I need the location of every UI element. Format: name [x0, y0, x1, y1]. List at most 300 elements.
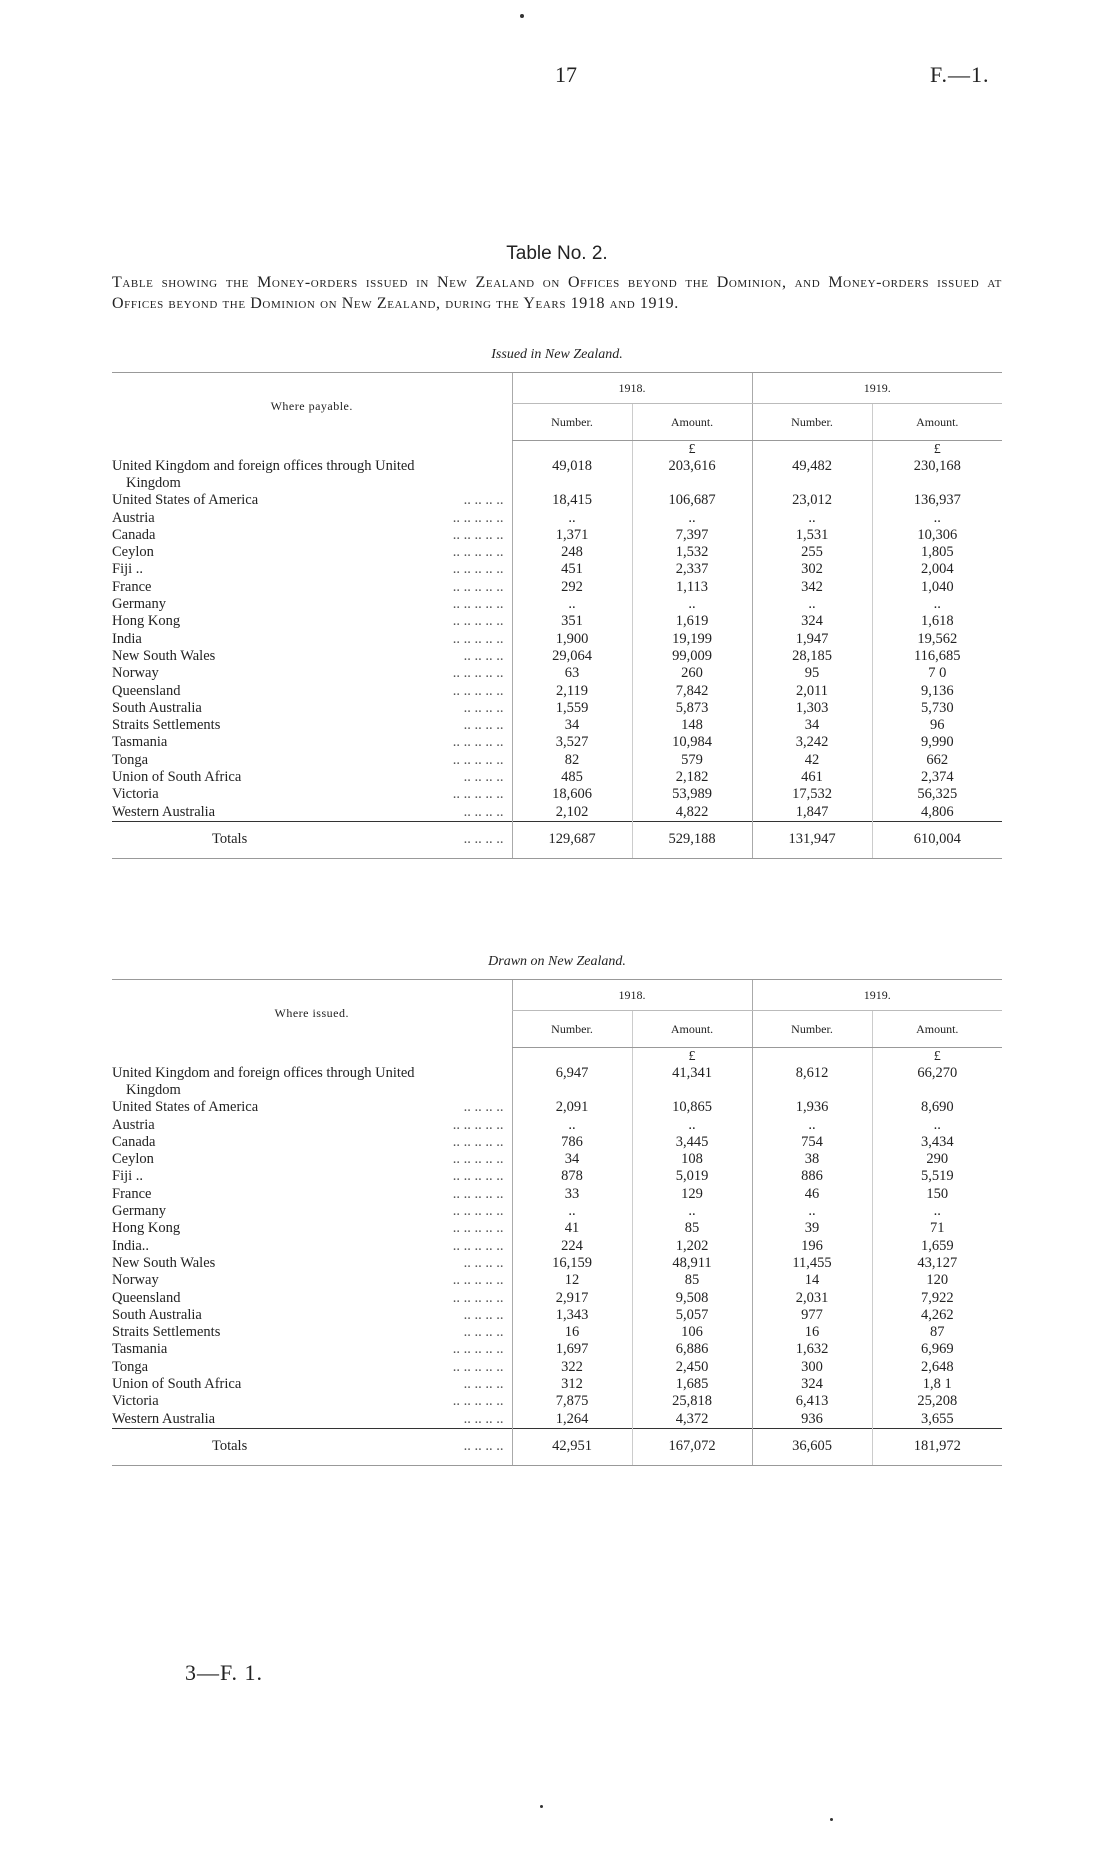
amount-header: Amount.: [632, 1011, 752, 1048]
amount-1918: 4,372: [632, 1411, 752, 1429]
table-row: [112, 1168, 1002, 1185]
row-place: [112, 1307, 512, 1324]
amount-header: Amount.: [872, 404, 1002, 441]
amount-1919: ..: [872, 1203, 1002, 1220]
leader-dots: .. .. .. .. ..: [452, 1220, 504, 1237]
amount-1919: 3,434: [872, 1134, 1002, 1151]
amount-1918: 25,818: [632, 1393, 752, 1410]
leader-dots: .. .. .. .. ..: [452, 596, 504, 613]
page-reference: F.—1.: [930, 62, 990, 87]
place-name: France: [112, 1185, 152, 1202]
number-1919: 28,185: [752, 648, 872, 665]
row-place: [112, 544, 512, 561]
table-row: [112, 786, 1002, 803]
place-name: France: [112, 578, 152, 595]
number-1919: 1,531: [752, 527, 872, 544]
row-place: [112, 631, 512, 648]
number-1919: ..: [752, 1117, 872, 1134]
place-name: Norway: [112, 665, 159, 682]
table-title: Table No. 2.: [506, 243, 608, 264]
amount-1919: 66,270: [872, 1065, 1002, 1099]
amount-1918: 6,886: [632, 1341, 752, 1358]
place-name: Ceylon: [112, 544, 154, 561]
row-place: [112, 1099, 512, 1116]
place-name: United States of America: [112, 1099, 259, 1116]
place-name: Straits Settlements: [112, 1324, 221, 1341]
number-1919: 936: [752, 1411, 872, 1429]
leader-dots: .. .. .. .. ..: [452, 1272, 504, 1289]
amount-1918: 1,202: [632, 1238, 752, 1255]
leader-dots: .. .. .. .. ..: [452, 613, 504, 630]
amount-1919: 150: [872, 1186, 1002, 1203]
number-1918: ..: [512, 510, 632, 527]
amount-1918: ..: [632, 596, 752, 613]
number-1918: 6,947: [512, 1065, 632, 1099]
year-header: 1919.: [752, 980, 1002, 1011]
number-1919: 255: [752, 544, 872, 561]
number-1918: 2,917: [512, 1290, 632, 1307]
row-place: [112, 1168, 512, 1185]
amount-1919: 2,648: [872, 1359, 1002, 1376]
number-1919: ..: [752, 596, 872, 613]
table-row: [112, 1393, 1002, 1410]
amount-1918: 106: [632, 1324, 752, 1341]
place-name: Canada: [112, 526, 156, 543]
number-1919: 1,947: [752, 631, 872, 648]
number-1919: 39: [752, 1220, 872, 1237]
amount-1918: 3,445: [632, 1134, 752, 1151]
amount-1919: 662: [872, 752, 1002, 769]
drawn-table: [112, 979, 1002, 1466]
table-row: [112, 1099, 1002, 1116]
number-1918: 1,697: [512, 1341, 632, 1358]
table-row: [112, 1220, 1002, 1237]
table-row: [112, 1307, 1002, 1324]
number-1919: 42: [752, 752, 872, 769]
amount-1919: 71: [872, 1220, 1002, 1237]
amount-1919: 56,325: [872, 786, 1002, 803]
number-1919: 324: [752, 613, 872, 630]
amount-1918: 106,687: [632, 492, 752, 509]
amount-1918: ..: [632, 1117, 752, 1134]
leader-dots: .. .. .. .. ..: [452, 1237, 504, 1254]
number-1919: 2,031: [752, 1290, 872, 1307]
table-row: [112, 752, 1002, 769]
leader-dots: .. .. .. ..: [463, 717, 504, 734]
print-speck: [520, 14, 524, 18]
place-name: Western Australia: [112, 803, 216, 820]
table-row: [112, 1117, 1002, 1134]
leader-dots: .. .. .. .. ..: [452, 1393, 504, 1410]
leader-dots: .. .. .. .. ..: [452, 630, 504, 647]
year-header: 1918.: [512, 373, 752, 404]
table-row: [112, 561, 1002, 578]
number-1919: 34: [752, 717, 872, 734]
amount-1919: 120: [872, 1272, 1002, 1289]
number-1918: 1,264: [512, 1411, 632, 1429]
table-row: [112, 1186, 1002, 1203]
leader-dots: .. .. .. ..: [463, 1306, 504, 1323]
number-1919: 6,413: [752, 1393, 872, 1410]
year-header: 1919.: [752, 373, 1002, 404]
leader-dots: .. .. .. ..: [463, 647, 504, 664]
number-1919: 1,936: [752, 1099, 872, 1116]
leader-dots: .. .. .. .. ..: [452, 578, 504, 595]
amount-1918: 5,057: [632, 1307, 752, 1324]
amount-1919: 1,659: [872, 1238, 1002, 1255]
place-name: United Kingdom and foreign offices through United: [112, 458, 415, 475]
number-1919: 300: [752, 1359, 872, 1376]
leader-dots: .. .. .. .. ..: [452, 1203, 504, 1220]
leader-dots: .. .. .. .. ..: [452, 561, 504, 578]
row-place: [112, 1186, 512, 1203]
table-row: [112, 544, 1002, 561]
row-place: [112, 1324, 512, 1341]
amount-1919: 96: [872, 717, 1002, 734]
amount-1918: 10,984: [632, 734, 752, 751]
amount-1919: 4,262: [872, 1307, 1002, 1324]
place-name: Norway: [112, 1272, 159, 1289]
page-number: 17: [555, 62, 577, 87]
number-1918: 2,102: [512, 804, 632, 822]
leader-dots: .. .. .. ..: [463, 831, 504, 848]
amount-1918: ..: [632, 510, 752, 527]
leader-dots: .. .. .. .. ..: [452, 682, 504, 699]
total-amount-1918: 167,072: [632, 1428, 752, 1465]
number-1918: 878: [512, 1168, 632, 1185]
section-title-drawn: Drawn on New Zealand.: [488, 954, 626, 969]
place-name: Fiji ..: [112, 1168, 144, 1185]
leader-dots: .. .. .. ..: [463, 1254, 504, 1271]
row-place: [112, 458, 512, 492]
total-number-1918: 42,951: [512, 1428, 632, 1465]
number-1918: 49,018: [512, 458, 632, 492]
number-header: Number.: [752, 404, 872, 441]
total-amount-1919: 181,972: [872, 1428, 1002, 1465]
table-row: [112, 665, 1002, 682]
amount-1919: 2,374: [872, 769, 1002, 786]
leader-dots: .. .. .. .. ..: [452, 1185, 504, 1202]
number-1919: ..: [752, 1203, 872, 1220]
print-speck: [830, 1818, 833, 1821]
amount-1919: 290: [872, 1151, 1002, 1168]
table-row: [112, 648, 1002, 665]
leader-dots: .. .. .. .. ..: [452, 734, 504, 751]
row-place: [112, 700, 512, 717]
amount-1919: 116,685: [872, 648, 1002, 665]
number-1918: 63: [512, 665, 632, 682]
total-amount-1919: 610,004: [872, 821, 1002, 858]
row-place: [112, 717, 512, 734]
number-1919: 754: [752, 1134, 872, 1151]
number-1918: 351: [512, 613, 632, 630]
place-name: Tonga: [112, 1358, 149, 1375]
amount-1918: 260: [632, 665, 752, 682]
total-amount-1918: 529,188: [632, 821, 752, 858]
amount-1918: 203,616: [632, 458, 752, 492]
place-name: Tasmania: [112, 734, 168, 751]
place-name: Victoria: [112, 786, 159, 803]
row-place: [112, 752, 512, 769]
number-1919: 46: [752, 1186, 872, 1203]
place-name: Austria: [112, 1116, 155, 1133]
print-speck: [540, 1805, 543, 1808]
amount-1918: 579: [632, 752, 752, 769]
leader-dots: .. .. .. .. ..: [452, 1289, 504, 1306]
number-1918: 12: [512, 1272, 632, 1289]
place-name: South Australia: [112, 1306, 202, 1323]
table-row: [112, 1134, 1002, 1151]
amount-1918: 7,842: [632, 683, 752, 700]
leader-dots: .. .. .. .. ..: [452, 544, 504, 561]
number-1919: 38: [752, 1151, 872, 1168]
where-header: Where payable.: [112, 373, 512, 441]
table-row: [112, 1341, 1002, 1358]
number-1919: 23,012: [752, 492, 872, 509]
number-1918: 82: [512, 752, 632, 769]
amount-1919: ..: [872, 1117, 1002, 1134]
amount-1919: 1,805: [872, 544, 1002, 561]
table-row: [112, 579, 1002, 596]
amount-1919: 1,040: [872, 579, 1002, 596]
row-place: [112, 1238, 512, 1255]
number-1918: 312: [512, 1376, 632, 1393]
row-place: [112, 1290, 512, 1307]
number-1919: 196: [752, 1238, 872, 1255]
leader-dots: .. .. .. .. ..: [452, 1151, 504, 1168]
amount-1919: 6,969: [872, 1341, 1002, 1358]
row-place: [112, 648, 512, 665]
amount-1919: 230,168: [872, 458, 1002, 492]
leader-dots: .. .. .. .. ..: [452, 786, 504, 803]
total-number-1918: 129,687: [512, 821, 632, 858]
number-1919: 886: [752, 1168, 872, 1185]
row-place: [112, 786, 512, 803]
number-1918: 292: [512, 579, 632, 596]
number-1919: 17,532: [752, 786, 872, 803]
amount-1918: 85: [632, 1220, 752, 1237]
number-header: Number.: [512, 404, 632, 441]
number-1918: 224: [512, 1238, 632, 1255]
leader-dots: .. .. .. .. ..: [452, 1168, 504, 1185]
amount-1919: 1,8 1: [872, 1376, 1002, 1393]
leader-dots: .. .. .. .. ..: [452, 1133, 504, 1150]
row-place: [112, 1220, 512, 1237]
place-name: Union of South Africa: [112, 1376, 242, 1393]
number-1918: 18,415: [512, 492, 632, 509]
row-place: [112, 1255, 512, 1272]
totals-label-cell: [112, 1428, 512, 1465]
leader-dots: .. .. .. ..: [463, 1438, 504, 1455]
total-number-1919: 131,947: [752, 821, 872, 858]
amount-1918: 19,199: [632, 631, 752, 648]
where-header: Where issued.: [112, 980, 512, 1048]
row-place: [112, 527, 512, 544]
amount-1918: 5,873: [632, 700, 752, 717]
number-1919: 1,847: [752, 804, 872, 822]
number-1918: 3,527: [512, 734, 632, 751]
place-name: New South Wales: [112, 1254, 216, 1271]
number-1918: ..: [512, 1117, 632, 1134]
row-place: [112, 1393, 512, 1410]
place-name-continued: Kingdom: [126, 1082, 181, 1099]
table-row: [112, 492, 1002, 509]
amount-1918: 10,865: [632, 1099, 752, 1116]
row-place: [112, 1272, 512, 1289]
amount-1918: 2,182: [632, 769, 752, 786]
place-name-continued: Kingdom: [126, 475, 181, 492]
place-name: Tasmania: [112, 1341, 168, 1358]
amount-1918: 41,341: [632, 1065, 752, 1099]
row-place: [112, 1376, 512, 1393]
number-1918: 485: [512, 769, 632, 786]
amount-1918: 1,113: [632, 579, 752, 596]
amount-1919: 136,937: [872, 492, 1002, 509]
row-place: [112, 1203, 512, 1220]
amount-1918: 1,619: [632, 613, 752, 630]
number-header: Number.: [752, 1011, 872, 1048]
table-row: [112, 1203, 1002, 1220]
amount-1919: 7,922: [872, 1290, 1002, 1307]
number-1919: 342: [752, 579, 872, 596]
total-number-1919: 36,605: [752, 1428, 872, 1465]
row-place: [112, 579, 512, 596]
amount-1919: ..: [872, 510, 1002, 527]
place-name: Straits Settlements: [112, 717, 221, 734]
leader-dots: .. .. .. .. ..: [452, 1341, 504, 1358]
number-1918: 34: [512, 1151, 632, 1168]
amount-header: Amount.: [632, 404, 752, 441]
place-name: New South Wales: [112, 647, 216, 664]
amount-1919: 25,208: [872, 1393, 1002, 1410]
amount-1918: 2,450: [632, 1359, 752, 1376]
number-1918: 41: [512, 1220, 632, 1237]
number-1919: 1,303: [752, 700, 872, 717]
leader-dots: .. .. .. ..: [463, 492, 504, 509]
number-1919: 11,455: [752, 1255, 872, 1272]
leader-dots: .. .. .. .. ..: [452, 526, 504, 543]
table-row: [112, 1376, 1002, 1393]
table-row: [112, 700, 1002, 717]
number-1919: 49,482: [752, 458, 872, 492]
table-row: [112, 1359, 1002, 1376]
amount-1919: 87: [872, 1324, 1002, 1341]
amount-1919: 10,306: [872, 527, 1002, 544]
currency-symbol: £: [632, 441, 752, 459]
number-1918: 16,159: [512, 1255, 632, 1272]
amount-1919: 43,127: [872, 1255, 1002, 1272]
leader-dots: .. .. .. .. ..: [452, 665, 504, 682]
number-1919: 324: [752, 1376, 872, 1393]
row-place: [112, 1359, 512, 1376]
amount-1918: 7,397: [632, 527, 752, 544]
row-place: [112, 1341, 512, 1358]
amount-1919: 1,618: [872, 613, 1002, 630]
amount-1919: 3,655: [872, 1411, 1002, 1429]
number-1918: 33: [512, 1186, 632, 1203]
currency-symbol: £: [872, 441, 1002, 459]
number-1918: 1,371: [512, 527, 632, 544]
amount-1919: 5,730: [872, 700, 1002, 717]
amount-1919: 19,562: [872, 631, 1002, 648]
number-1918: ..: [512, 596, 632, 613]
number-1919: 14: [752, 1272, 872, 1289]
totals-row: [112, 821, 1002, 858]
number-1919: 8,612: [752, 1065, 872, 1099]
row-place: [112, 683, 512, 700]
leader-dots: .. .. .. .. ..: [452, 1116, 504, 1133]
leader-dots: .. .. .. ..: [463, 1376, 504, 1393]
number-1918: 451: [512, 561, 632, 578]
row-place: [112, 1117, 512, 1134]
table-row: [112, 1290, 1002, 1307]
place-name: Austria: [112, 509, 155, 526]
number-1919: 461: [752, 769, 872, 786]
place-name: Fiji ..: [112, 561, 144, 578]
row-place: [112, 769, 512, 786]
row-place: [112, 510, 512, 527]
leader-dots: .. .. .. .. ..: [452, 509, 504, 526]
number-1918: 2,091: [512, 1099, 632, 1116]
table-row: [112, 1272, 1002, 1289]
place-name: Hong Kong: [112, 613, 181, 630]
place-name: Western Australia: [112, 1410, 216, 1427]
totals-label-cell: [112, 821, 512, 858]
amount-1918: 2,337: [632, 561, 752, 578]
row-place: [112, 561, 512, 578]
row-place: [112, 1065, 512, 1099]
place-name: Queensland: [112, 682, 181, 699]
number-1918: 2,119: [512, 683, 632, 700]
table-row: [112, 1151, 1002, 1168]
place-name: Hong Kong: [112, 1220, 181, 1237]
table-row: [112, 717, 1002, 734]
amount-1919: 2,004: [872, 561, 1002, 578]
amount-1918: 9,508: [632, 1290, 752, 1307]
table-row: [112, 683, 1002, 700]
place-name: Union of South Africa: [112, 769, 242, 786]
row-place: [112, 596, 512, 613]
number-1918: 322: [512, 1359, 632, 1376]
footer-reference: 3—F. 1.: [185, 1660, 263, 1685]
number-1918: 29,064: [512, 648, 632, 665]
leader-dots: .. .. .. ..: [463, 1324, 504, 1341]
amount-1918: 1,685: [632, 1376, 752, 1393]
row-place: [112, 1134, 512, 1151]
amount-1918: 108: [632, 1151, 752, 1168]
amount-1918: 4,822: [632, 804, 752, 822]
number-1918: 248: [512, 544, 632, 561]
place-name: Germany: [112, 596, 166, 613]
row-place: [112, 492, 512, 509]
amount-1919: ..: [872, 596, 1002, 613]
table-row: [112, 527, 1002, 544]
table-row: [112, 804, 1002, 822]
amount-1918: 48,911: [632, 1255, 752, 1272]
currency-symbol: £: [872, 1048, 1002, 1066]
amount-1919: 4,806: [872, 804, 1002, 822]
place-name: Germany: [112, 1203, 166, 1220]
number-1919: 2,011: [752, 683, 872, 700]
place-name: India..: [112, 1237, 150, 1254]
place-name: United States of America: [112, 492, 259, 509]
number-1918: ..: [512, 1203, 632, 1220]
section-title-issued: Issued in New Zealand.: [491, 347, 623, 362]
number-1918: 1,343: [512, 1307, 632, 1324]
table-row: [112, 1324, 1002, 1341]
amount-1918: 148: [632, 717, 752, 734]
number-1918: 34: [512, 717, 632, 734]
